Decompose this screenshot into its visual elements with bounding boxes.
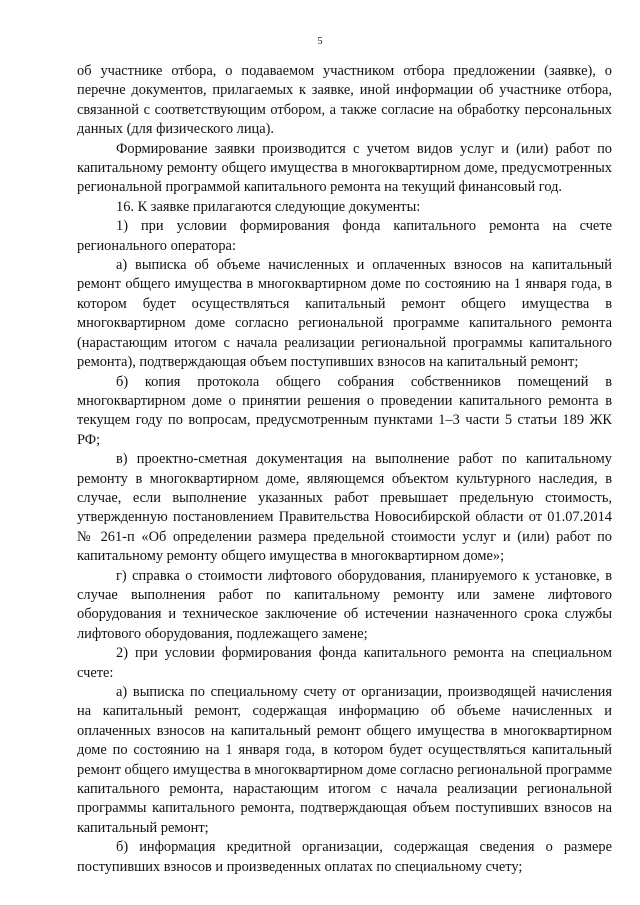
paragraph-item-2b-bank-information: б) информация кредитной организации, содержащая сведения о размере поступивших взносов и произведенных оплатах по специальному счету;	[77, 839, 612, 875]
paragraph-clause-16: 16. К заявке прилагаются следующие документы:	[116, 198, 421, 215]
paragraph-item-1d-elevator-certificate: г) справка о стоимости лифтового оборудования, планируемого к установке, в случае выполнения работ по капитальному ремонту или замене лифтового оборудования и техническое заключение об истечении назначенного срока службы лифтового оборудования, подлежащего замене;	[77, 567, 612, 642]
paragraph-application-formation: Формирование заявки производится с учетом видов услуг и (или) работ по капитальному ремонту общего имущества в многоквартирном доме, предусмотренных региональной программой капитального ремонта на текущий финансовый год.	[77, 140, 612, 196]
paragraph-item-1c-design-documentation: в) проектно-сметная документация на выполнение работ по капитальному ремонту в многоквартирном доме, являющемся объектом культурного наследия, в случае, если выполнение указанных работ превышает предельную стоимость, утвержденную постановлением Правительства Новосибирской области от 01.07.2014 № 261-п «Об определении размера предельной стоимости услуг и (или) работ по капитальному ремонту общего имущества в многоквартирном доме»;	[77, 451, 612, 565]
page-number: 5	[317, 36, 323, 47]
paragraph-item-1b-protocol: б) копия протокола общего собрания собственников помещений в многоквартирном доме о принятии решения о проведении капитального ремонта в текущем году по вопросам, предусмотренным пунктами 1–3 части 5 статьи 189 ЖК РФ;	[77, 373, 612, 448]
paragraph-item-1a-statement: а) выписка об объеме начисленных и оплаченных взносов на капитальный ремонт общего имущества в многоквартирном доме по состоянию на 1 января года, в котором будет осуществляться капитальный ремонт общего имущества в многоквартирном доме согласно региональной программе капитального ремонта (нарастающим итогом с начала реализации региональной программы капитального ремонта), подтверждающая объем поступивших взносов на капитальный ремонт;	[77, 257, 612, 371]
paragraph-item-2-special-account: 2) при условии формирования фонда капитального ремонта на специальном счете:	[77, 645, 612, 681]
paragraph-participant-info: об участнике отбора, о подаваемом участником отбора предложении (заявке), о перечне документов, прилагаемых к заявке, иной информации об участнике отбора, связанной с соответствующим отбором, а также согласие на обработку персональных данных (для физического лица).	[77, 63, 612, 138]
paragraph-item-1-regional-operator: 1) при условии формирования фонда капитального ремонта на счете регионального оператора:	[77, 218, 612, 254]
document-body	[77, 62, 612, 877]
paragraph-item-2a-account-statement: а) выписка по специальному счету от организации, производящей начисления на капитальный ремонт, содержащая информацию об объеме начисленных и оплаченных взносов на капитальный ремонт общего имущества в многоквартирном доме по состоянию на 1 января года, в котором будет осуществляться капитальный ремонт общего имущества в многоквартирном доме согласно региональной программе капитального ремонта, нарастающим итогом с начала реализации региональной программы капитального ремонта, подтверждающая объем поступивших взносов на капитальный ремонт;	[77, 684, 612, 836]
